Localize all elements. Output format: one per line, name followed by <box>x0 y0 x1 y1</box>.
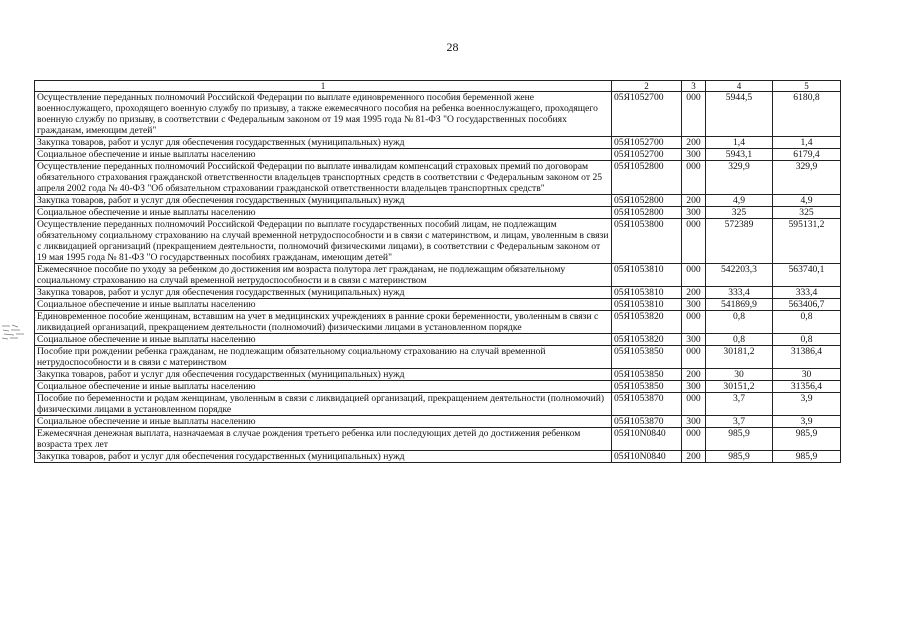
row-description: Ежемесячная денежная выплата, назначаемая в случае рождения третьего ребенка или последующих детей до достижения ребенком возраста трех лет <box>35 428 612 451</box>
row-expense-type: 300 <box>682 416 706 428</box>
row-code: 05Я10N0840 <box>612 451 682 463</box>
header-col-3: 3 <box>682 81 706 92</box>
row-amount-year-1: 572389 <box>706 219 773 264</box>
table-row <box>35 311 841 334</box>
row-amount-year-1: 3,7 <box>706 393 773 416</box>
row-expense-type: 000 <box>682 428 706 451</box>
table-row <box>35 299 841 311</box>
row-description: Социальное обеспечение и иные выплаты населению <box>35 381 612 393</box>
table-header-row <box>35 81 841 92</box>
row-amount-year-1: 333,4 <box>706 287 773 299</box>
row-expense-type: 300 <box>682 381 706 393</box>
row-expense-type: 000 <box>682 311 706 334</box>
table-row <box>35 346 841 369</box>
row-code: 05Я1052700 <box>612 137 682 149</box>
row-code: 05Я1052800 <box>612 207 682 219</box>
row-description: Закупка товаров, работ и услуг для обеспечения государственных (муниципальных) нужд <box>35 195 612 207</box>
row-amount-year-1: 3,7 <box>706 416 773 428</box>
row-amount-year-1: 985,9 <box>706 451 773 463</box>
row-description: Осуществление переданных полномочий Российской Федерации по выплате единовременного пособия беременной жене военнослужащего, проходящего военную службу по призыву, а также ежемесячного пособия на ребенка военнослужащего, проходящего военную службу по призыву, в соответствии с Федеральным законом от 19 мая 1995 года № 81-ФЗ "О государственных пособиях гражданам, имеющим детей" <box>35 92 612 137</box>
row-code: 05Я1052800 <box>612 161 682 195</box>
row-expense-type: 000 <box>682 346 706 369</box>
row-code: 05Я1053850 <box>612 369 682 381</box>
row-description: Социальное обеспечение и иные выплаты населению <box>35 416 612 428</box>
row-description: Единовременное пособие женщинам, вставшим на учет в медицинских учреждениях в ранние сроки беременности, уволенным в связи с ликвидацией организаций, прекращением деятельности (полномочий) физическими лицами в установленном порядке <box>35 311 612 334</box>
table-row <box>35 428 841 451</box>
table-row <box>35 334 841 346</box>
table-row <box>35 92 841 137</box>
row-code: 05Я1053820 <box>612 311 682 334</box>
table-row <box>35 137 841 149</box>
row-code: 05Я1053820 <box>612 334 682 346</box>
row-code: 05Я1053870 <box>612 416 682 428</box>
row-amount-year-2: 985,9 <box>773 451 841 463</box>
row-description: Социальное обеспечение и иные выплаты населению <box>35 299 612 311</box>
row-amount-year-1: 5944,5 <box>706 92 773 137</box>
row-description: Социальное обеспечение и иные выплаты населению <box>35 334 612 346</box>
row-amount-year-1: 325 <box>706 207 773 219</box>
row-amount-year-2: 325 <box>773 207 841 219</box>
row-expense-type: 000 <box>682 393 706 416</box>
row-amount-year-1: 985,9 <box>706 428 773 451</box>
header-col-1: 1 <box>35 81 612 92</box>
table-row <box>35 264 841 287</box>
row-amount-year-2: 985,9 <box>773 428 841 451</box>
row-expense-type: 000 <box>682 161 706 195</box>
row-amount-year-2: 3,9 <box>773 393 841 416</box>
row-amount-year-1: 0,8 <box>706 311 773 334</box>
row-amount-year-2: 333,4 <box>773 287 841 299</box>
row-code: 05Я1053810 <box>612 264 682 287</box>
row-code: 05Я10N0840 <box>612 428 682 451</box>
header-col-4: 4 <box>706 81 773 92</box>
table-row <box>35 207 841 219</box>
row-description: Закупка товаров, работ и услуг для обеспечения государственных (муниципальных) нужд <box>35 369 612 381</box>
row-amount-year-2: 4,9 <box>773 195 841 207</box>
row-description: Социальное обеспечение и иные выплаты населению <box>35 207 612 219</box>
row-expense-type: 200 <box>682 451 706 463</box>
row-code: 05Я1052800 <box>612 195 682 207</box>
row-amount-year-2: 595131,2 <box>773 219 841 264</box>
row-description: Закупка товаров, работ и услуг для обеспечения государственных (муниципальных) нужд <box>35 137 612 149</box>
row-expense-type: 200 <box>682 369 706 381</box>
row-expense-type: 300 <box>682 149 706 161</box>
row-amount-year-2: 0,8 <box>773 334 841 346</box>
row-code: 05Я1053800 <box>612 219 682 264</box>
row-description: Закупка товаров, работ и услуг для обеспечения государственных (муниципальных) нужд <box>35 287 612 299</box>
row-amount-year-2: 0,8 <box>773 311 841 334</box>
row-amount-year-1: 329,9 <box>706 161 773 195</box>
row-code: 05Я1052700 <box>612 149 682 161</box>
row-description: Социальное обеспечение и иные выплаты населению <box>35 149 612 161</box>
table-row <box>35 416 841 428</box>
row-description: Ежемесячное пособие по уходу за ребенком до достижения им возраста полутора лет гражданам, не подлежащим обязательному социальному страхованию на случай временной нетрудоспособности и в связи с материнством <box>35 264 612 287</box>
table-row <box>35 381 841 393</box>
table-row <box>35 195 841 207</box>
row-expense-type: 300 <box>682 207 706 219</box>
row-expense-type: 000 <box>682 219 706 264</box>
table-row <box>35 161 841 195</box>
row-amount-year-2: 563740,1 <box>773 264 841 287</box>
header-col-2: 2 <box>612 81 682 92</box>
row-amount-year-1: 5943,1 <box>706 149 773 161</box>
scan-margin-mark <box>0 322 30 344</box>
row-code: 05Я1053870 <box>612 393 682 416</box>
row-amount-year-1: 30181,2 <box>706 346 773 369</box>
row-amount-year-2: 6179,4 <box>773 149 841 161</box>
row-amount-year-2: 3,9 <box>773 416 841 428</box>
row-expense-type: 300 <box>682 334 706 346</box>
row-amount-year-2: 31386,4 <box>773 346 841 369</box>
row-description: Пособие по беременности и родам женщинам, уволенным в связи с ликвидацией организаций, прекращением деятельности (полномочий) физическими лицами в установленном порядке <box>35 393 612 416</box>
row-description: Пособие при рождении ребенка гражданам, не подлежащим обязательному социальному страхованию на случай временной нетрудоспособности и в связи с материнством <box>35 346 612 369</box>
row-amount-year-1: 542203,3 <box>706 264 773 287</box>
row-amount-year-1: 30 <box>706 369 773 381</box>
row-amount-year-1: 541869,9 <box>706 299 773 311</box>
row-amount-year-2: 563406,7 <box>773 299 841 311</box>
row-amount-year-2: 31356,4 <box>773 381 841 393</box>
row-amount-year-2: 6180,8 <box>773 92 841 137</box>
row-amount-year-1: 1,4 <box>706 137 773 149</box>
table-row <box>35 219 841 264</box>
budget-table <box>34 80 841 463</box>
row-expense-type: 200 <box>682 195 706 207</box>
table-row <box>35 149 841 161</box>
row-code: 05Я1053850 <box>612 381 682 393</box>
table-row <box>35 393 841 416</box>
row-description: Закупка товаров, работ и услуг для обеспечения государственных (муниципальных) нужд <box>35 451 612 463</box>
row-description: Осуществление переданных полномочий Российской Федерации по выплате государственных пособий лицам, не подлежащим обязательному социальному страхованию на случай временной нетрудоспособности и в связи с материнством, и лицам, уволенным в связи с ликвидацией организаций (прекращением деятельности, полномочий физическими лицами), в соответствии с Федеральным законом от 19 мая 1995 года № 81-ФЗ "О государственных пособиях гражданам, имеющим детей" <box>35 219 612 264</box>
row-amount-year-1: 4,9 <box>706 195 773 207</box>
row-amount-year-2: 30 <box>773 369 841 381</box>
row-expense-type: 200 <box>682 137 706 149</box>
row-amount-year-2: 1,4 <box>773 137 841 149</box>
row-code: 05Я1053850 <box>612 346 682 369</box>
header-col-5: 5 <box>773 81 841 92</box>
row-expense-type: 300 <box>682 299 706 311</box>
table-row <box>35 451 841 463</box>
row-amount-year-2: 329,9 <box>773 161 841 195</box>
table-row <box>35 369 841 381</box>
row-expense-type: 000 <box>682 92 706 137</box>
table-row <box>35 287 841 299</box>
row-expense-type: 200 <box>682 287 706 299</box>
row-amount-year-1: 0,8 <box>706 334 773 346</box>
page-number: 28 <box>446 40 459 54</box>
table-body <box>35 92 841 463</box>
row-amount-year-1: 30151,2 <box>706 381 773 393</box>
row-code: 05Я1053810 <box>612 299 682 311</box>
row-expense-type: 000 <box>682 264 706 287</box>
row-code: 05Я1052700 <box>612 92 682 137</box>
row-description: Осуществление переданных полномочий Российской Федерации по выплате инвалидам компенсаций страховых премий по договорам обязательного страхования гражданской ответственности владельцев транспортных средств в соответствии с Федеральным законом от 25 апреля 2002 года № 40-ФЗ "Об обязательном страховании гражданской ответственности владельцев транспортных средств" <box>35 161 612 195</box>
row-code: 05Я1053810 <box>612 287 682 299</box>
